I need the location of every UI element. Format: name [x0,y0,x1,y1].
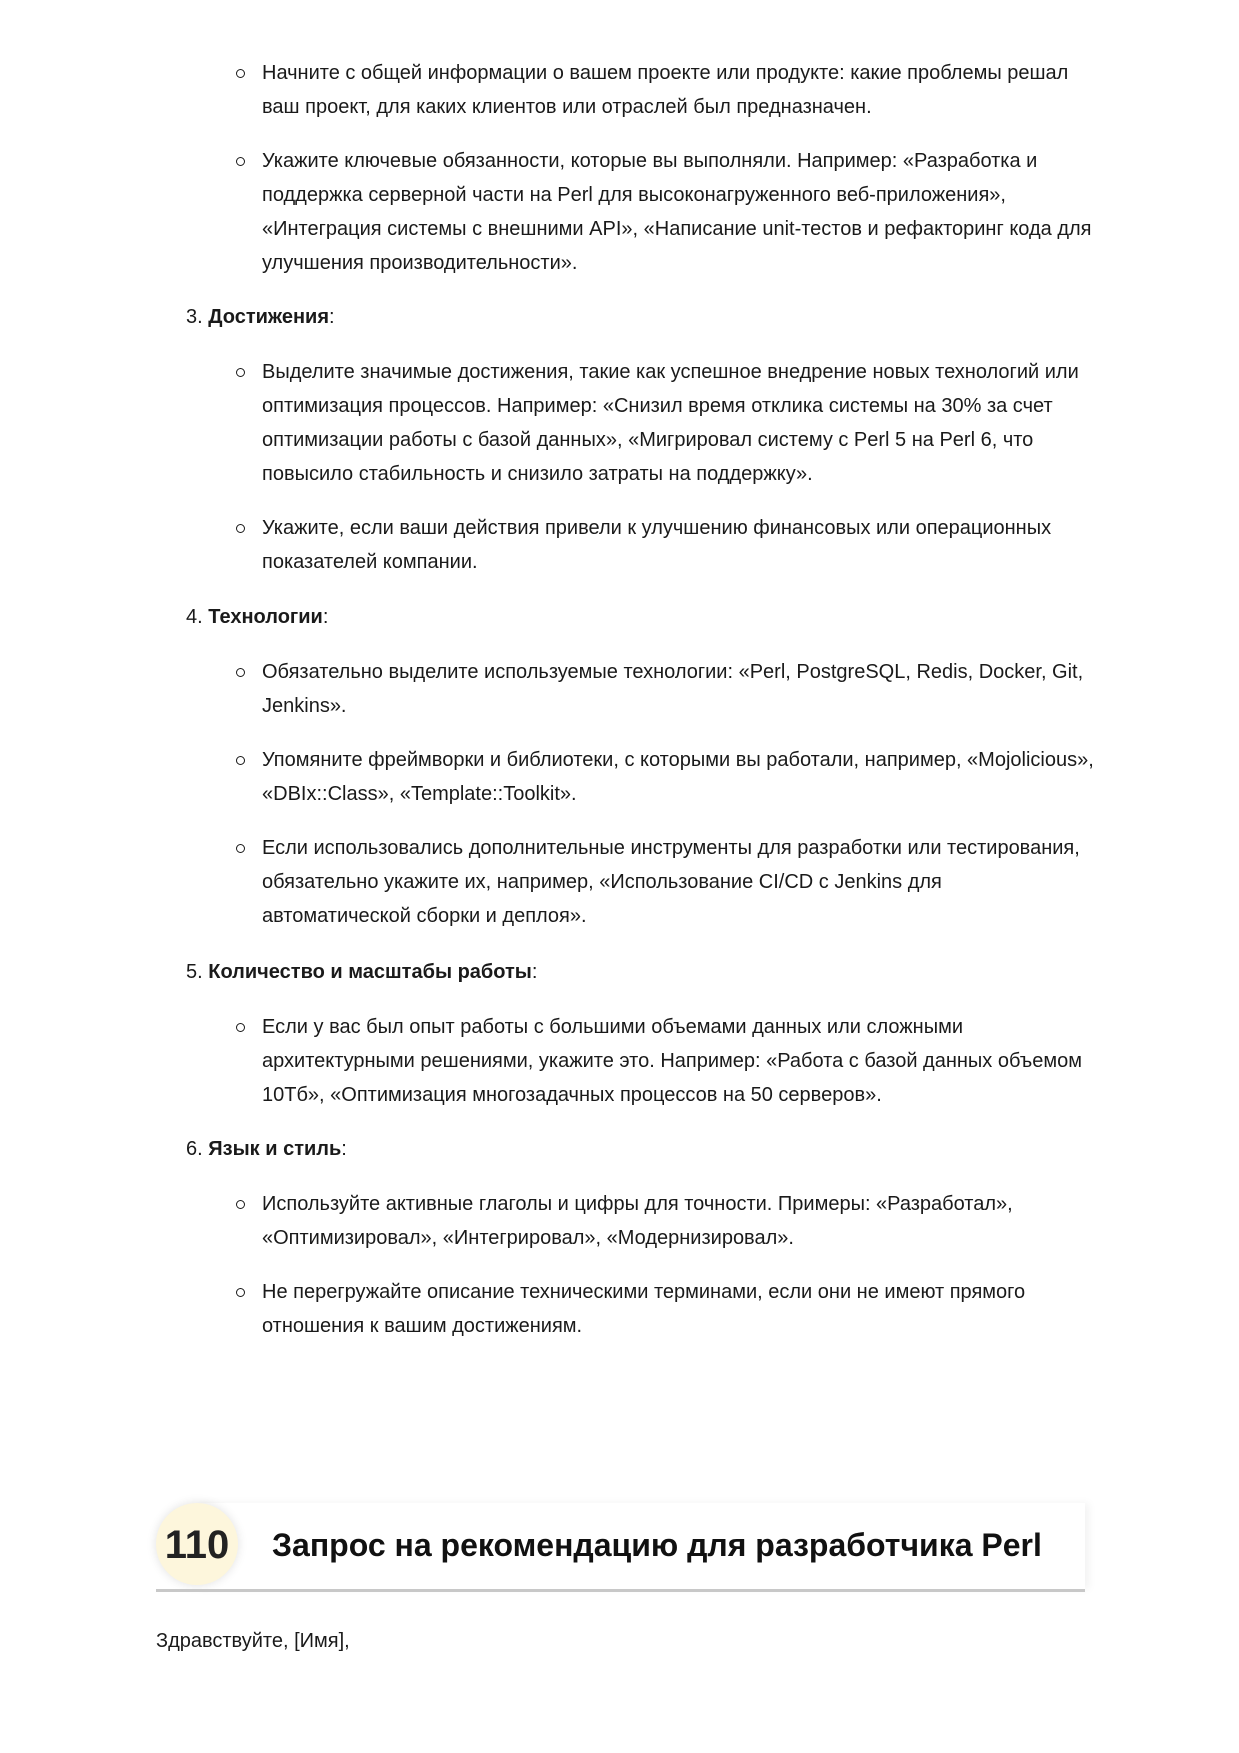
list-item: Начните с общей информации о вашем проекте или продукте: какие проблемы решал ваш проект, для каких клиентов или отраслей был предназначен. [236,56,1096,124]
bullet-list-responsibilities [236,56,1096,280]
section-heading-achievements: 3. Достижения: [186,306,335,328]
list-item: Упомяните фреймворки и библиотеки, с которыми вы работали, например, «Mojolicious», «DBIx::Class», «Template::Toolkit». [236,743,1096,811]
bullet-list-achievements [236,355,1096,579]
circle-bullet-icon [236,157,245,166]
circle-bullet-icon [236,368,245,377]
list-item: Обязательно выделите используемые технологии: «Perl, PostgreSQL, Redis, Docker, Git, Jenkins». [236,655,1096,723]
section-heading-technologies: 4. Технологии: [186,606,329,628]
list-item: Если использовались дополнительные инструменты для разработки или тестирования, обязательно укажите их, например, «Использование CI/CD с Jenkins для автоматической сборки и деплоя». [236,831,1096,933]
chapter-title: Запрос на рекомендацию для разработчика Perl [272,1527,1042,1563]
bullet-list-scale [236,1010,1096,1112]
greeting-text: Здравствуйте, [Имя], [156,1630,350,1652]
list-item: Выделите значимые достижения, такие как успешное внедрение новых технологий или оптимизация процессов. Например: «Снизил время отклика системы на 30% за счет оптимизации работы с базой данных», «Мигрировал систему с Perl 5 на Perl 6, что повысило стабильность и снизило затраты на поддержку». [236,355,1096,491]
list-item: Не перегружайте описание техническими терминами, если они не имеют прямого отношения к вашим достижениям. [236,1275,1096,1343]
circle-bullet-icon [236,668,245,677]
chapter-heading [156,1503,1085,1589]
list-item: Укажите ключевые обязанности, которые вы выполняли. Например: «Разработка и поддержка серверной части на Perl для высоконагруженного веб-приложения», «Интеграция системы с внешними API», «Написание unit-тестов и рефакторинг кода для улучшения производительности». [236,144,1096,280]
circle-bullet-icon [236,1200,245,1209]
chapter-number-badge [156,1503,238,1585]
circle-bullet-icon [236,1023,245,1032]
circle-bullet-icon [236,69,245,78]
chapter-divider [156,1589,1085,1592]
bullet-list-technologies [236,655,1096,933]
section-heading-scale: 5. Количество и масштабы работы: [186,961,538,983]
chapter-number: 110 [164,1523,230,1567]
circle-bullet-icon [236,524,245,533]
bullet-list-style [236,1187,1096,1343]
section-heading-style: 6. Язык и стиль: [186,1138,347,1160]
circle-bullet-icon [236,756,245,765]
list-item: Используйте активные глаголы и цифры для точности. Примеры: «Разработал», «Оптимизировал», «Интегрировал», «Модернизировал». [236,1187,1096,1255]
circle-bullet-icon [236,1288,245,1297]
list-item: Если у вас был опыт работы с большими объемами данных или сложными архитектурными решениями, укажите это. Например: «Работа с базой данных объемом 10Тб», «Оптимизация многозадачных процессов на 50 серверов». [236,1010,1096,1112]
list-item: Укажите, если ваши действия привели к улучшению финансовых или операционных показателей компании. [236,511,1096,579]
circle-bullet-icon [236,844,245,853]
